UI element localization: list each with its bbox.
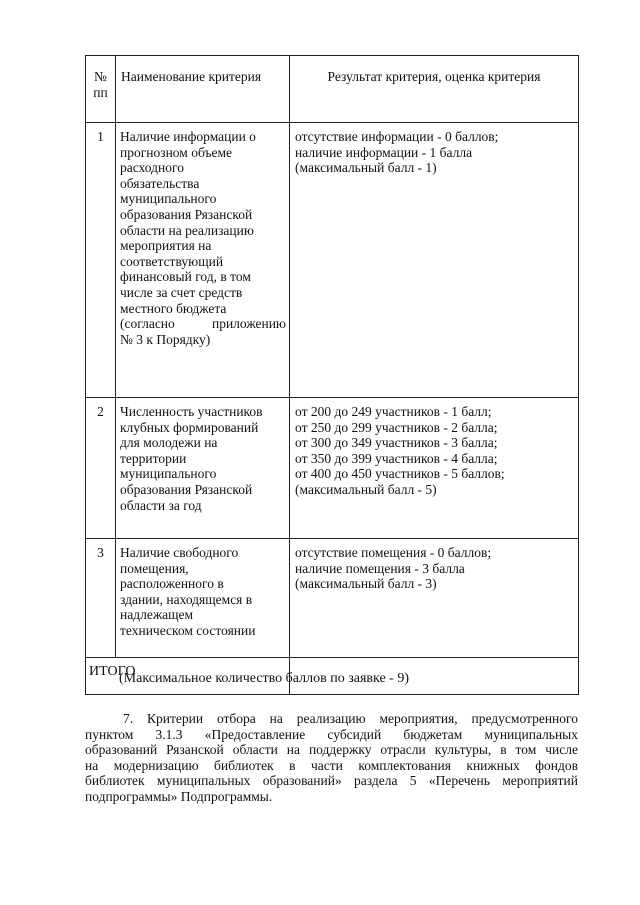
criterion-result-line: от 200 до 249 участников - 1 балл; [295,404,492,419]
criterion-name-line: соответствующий [120,253,224,269]
criterion-result-line: (максимальный балл - 1) [295,160,437,176]
table-header-row [86,56,579,123]
criterion-name-line: клубных формирований [120,419,259,435]
criterion-name-line: надлежащем [120,607,194,623]
criterion-name-line: области за год [120,497,202,513]
criterion-name-line: расположенного в [120,576,224,592]
criteria-table [85,55,579,695]
header-num-abbrev: пп [93,84,108,100]
paragraph-line: подпрограммы» Подпрограммы. [85,788,273,804]
row-number: 3 [86,539,116,658]
criterion-name-line: для молодежи на [120,435,218,451]
criterion-result-line: (максимальный балл - 5) [295,481,437,497]
criteria-paragraph [85,711,578,805]
criterion-name [116,539,290,658]
header-criterion-name: Наименование критерия [116,56,290,123]
max-score-note: (Максимальное количество баллов по заявке - 9) [119,671,409,686]
criterion-name-line: помещения, [120,560,189,576]
criterion-result [290,539,579,658]
header-criterion-result: Результат критерия, оценка критерия [290,56,579,123]
criterion-result-line: от 350 до 399 участников - 4 балла; [295,450,498,466]
criterion-result [290,398,579,539]
criterion-result-line: от 400 до 450 участников - 5 баллов; [295,466,505,482]
criterion-name-line: области на реализацию [120,222,254,238]
criterion-name [116,123,290,398]
criterion-name-line: местного бюджета [120,300,227,316]
criterion-result-line: (максимальный балл - 3) [295,576,437,592]
criterion-name-line: муниципального [120,191,217,207]
header-num [86,56,116,123]
table-row [86,398,579,539]
criterion-result-line: отсутствие информации - 0 баллов; [295,129,499,144]
criterion-result-line: наличие информации - 1 балла [295,144,473,160]
criterion-name-line: техническом состоянии [120,622,256,638]
criterion-result-line: наличие помещения - 3 балла [295,560,465,576]
paragraph-line: образований Рязанской области на поддержку отрасли культуры, в том числе [85,742,578,758]
criterion-name-line: числе за счет средств [120,284,243,300]
criterion-result-line: от 300 до 349 участников - 3 балла; [295,435,498,451]
criterion-name-line: здании, находящемся в [120,591,253,607]
criterion-name-line: муниципального [120,466,217,482]
row-number: 1 [86,123,116,398]
criterion-name-line: расходного [120,160,184,176]
criterion-name-line: Наличие свободного [120,545,239,560]
criterion-result [290,123,579,398]
criterion-name-line: финансовый год, в том [120,269,251,285]
criterion-name-line: Численность участников [120,404,263,419]
criterion-name-line: обязательства [120,175,200,191]
criterion-name-line: Наличие информации о [120,129,256,144]
total-label: ИТОГО [86,658,290,695]
criterion-name [116,398,290,539]
criterion-name-line: территории [120,450,187,466]
criterion-name-line: мероприятия на [120,238,212,254]
paragraph-line: пунктом 3.1.3 «Предоставление субсидий бюджетам муниципальных [85,726,578,742]
table-row [86,539,579,658]
criterion-name-line: прогнозном объеме [120,144,232,160]
row-number: 2 [86,398,116,539]
paragraph-line: 7. Критерии отбора на реализацию мероприятия, предусмотренного [123,711,578,726]
criterion-name-line: образования Рязанской [120,481,253,497]
criterion-result-line: отсутствие помещения - 0 баллов; [295,545,492,560]
header-num-symbol: № [94,69,107,84]
criterion-result-line: от 250 до 299 участников - 2 балла; [295,419,498,435]
criterion-name-line: № 3 к Порядку) [120,331,211,347]
paragraph-line: на модернизацию библиотек в части комплектования книжных фондов [85,757,578,773]
criterion-name-line: (согласно приложению [120,316,286,332]
criterion-name-line: образования Рязанской [120,206,253,222]
table-row [86,123,579,398]
paragraph-line: библиотек муниципальных образований» раздела 5 «Перечень мероприятий [85,773,578,789]
